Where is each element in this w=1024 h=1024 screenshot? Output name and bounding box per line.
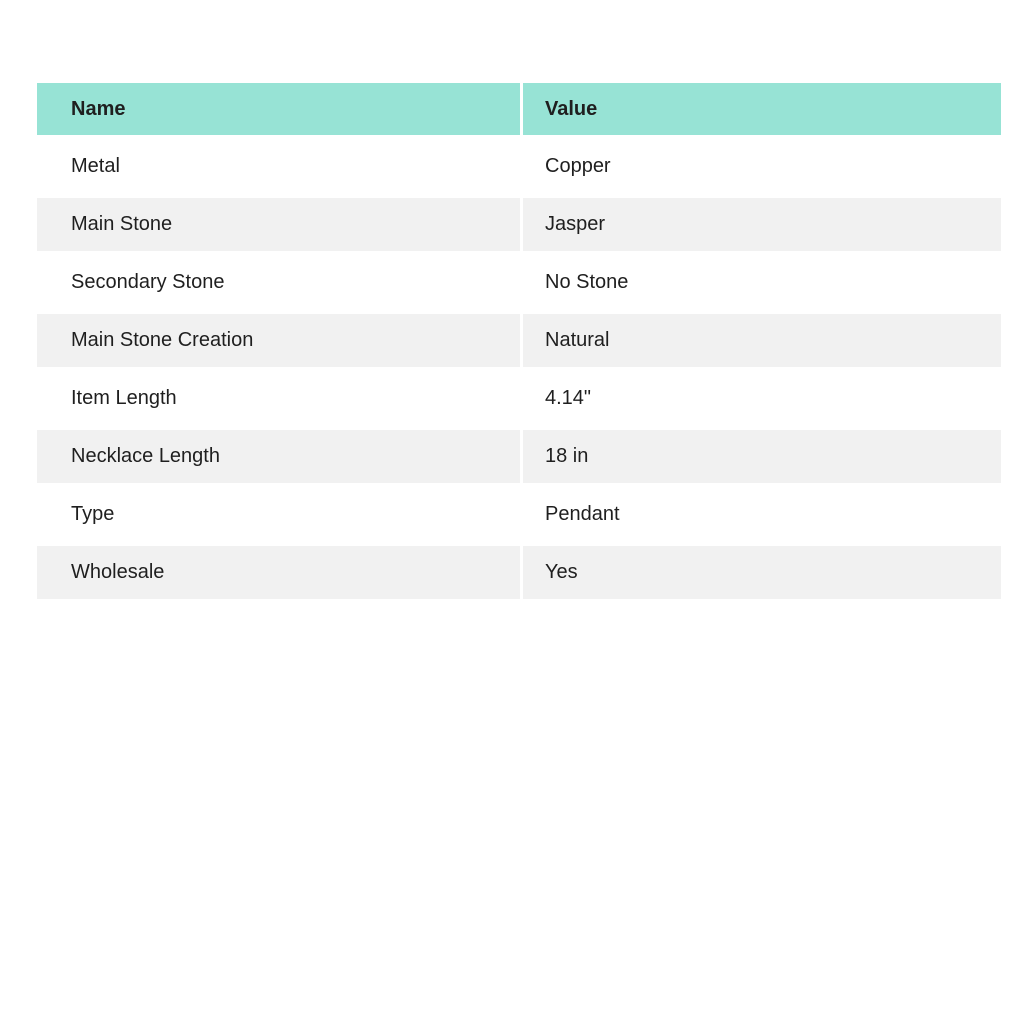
attribute-name-cell: Main Stone Creation — [37, 314, 520, 367]
table-body — [37, 140, 1001, 599]
attribute-value-cell: Jasper — [523, 198, 1001, 251]
column-header-value: Value — [523, 83, 1001, 135]
table-row — [37, 488, 1001, 541]
table-row — [37, 256, 1001, 309]
table-row — [37, 140, 1001, 193]
attribute-name-cell: Main Stone — [37, 198, 520, 251]
attribute-name-cell: Necklace Length — [37, 430, 520, 483]
attribute-value-cell: Yes — [523, 546, 1001, 599]
attribute-name-cell: Type — [37, 488, 520, 541]
attribute-value-cell: 18 in — [523, 430, 1001, 483]
attribute-name-cell: Secondary Stone — [37, 256, 520, 309]
table-row — [37, 372, 1001, 425]
attribute-name-cell: Item Length — [37, 372, 520, 425]
attribute-value-cell: Pendant — [523, 488, 1001, 541]
table-header — [37, 83, 1001, 135]
column-header-name: Name — [37, 83, 520, 135]
attribute-value-cell: 4.14" — [523, 372, 1001, 425]
attribute-value-cell: Copper — [523, 140, 1001, 193]
table-row — [37, 430, 1001, 483]
product-attributes-table — [34, 78, 1004, 604]
table-row — [37, 546, 1001, 599]
table-row — [37, 314, 1001, 367]
header-row — [37, 83, 1001, 135]
attribute-value-cell: Natural — [523, 314, 1001, 367]
page-content — [34, 78, 1004, 604]
table-row — [37, 198, 1001, 251]
attribute-value-cell: No Stone — [523, 256, 1001, 309]
attribute-name-cell: Wholesale — [37, 546, 520, 599]
attribute-name-cell: Metal — [37, 140, 520, 193]
